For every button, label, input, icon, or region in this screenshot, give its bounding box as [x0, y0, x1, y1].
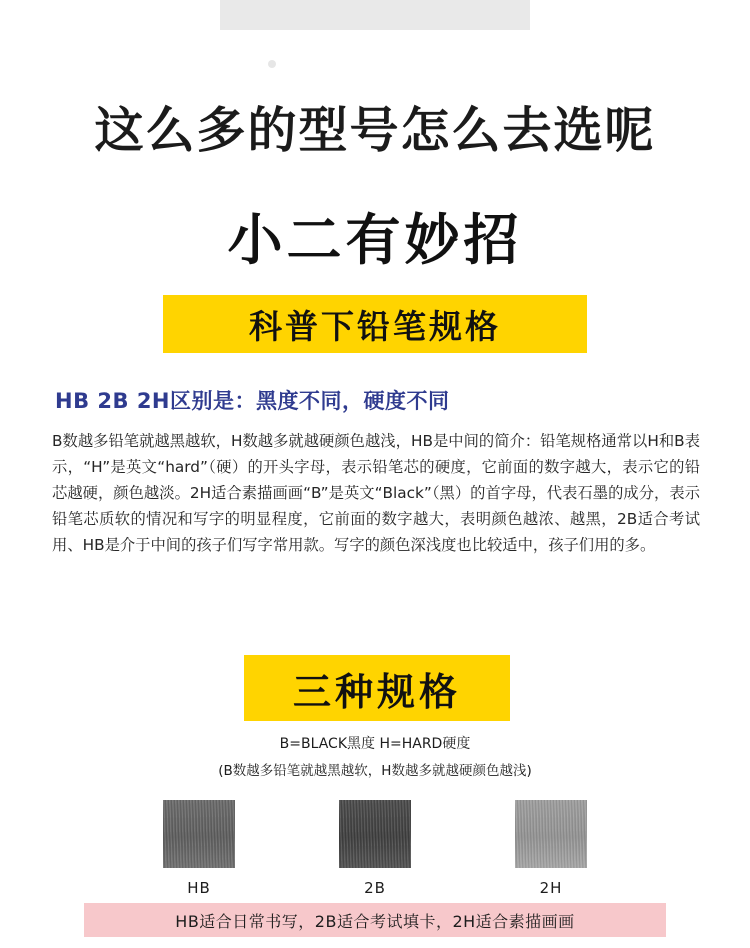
- graphite-swatch-hb: [163, 800, 235, 868]
- banner-three-specs-label: 三种规格: [292, 669, 461, 714]
- swatch-item: [515, 800, 587, 897]
- swatch-label: HB: [187, 879, 211, 897]
- legend-definitions: B=BLACK黑度 H=HARD硬度: [279, 736, 471, 752]
- graphite-swatch-2b: [339, 800, 411, 868]
- top-grey-band: [220, 0, 530, 30]
- banner-pencil-spec: [163, 295, 587, 353]
- swatch-item: [339, 800, 411, 897]
- swatch-label: 2B: [364, 879, 386, 897]
- swatch-item: [163, 800, 235, 897]
- graphite-swatch-2h: [515, 800, 587, 868]
- banner-pencil-spec-label: 科普下铅笔规格: [249, 306, 501, 346]
- footer-recommendation-bar: [84, 903, 666, 937]
- legend-note: (B数越多铅笔就越黑越软，H数越多就越硬颜色越浅): [218, 763, 532, 779]
- page-title: 这么多的型号怎么去选呢: [94, 102, 656, 159]
- body-paragraph: B数越多铅笔就越黑越软，H数越多就越硬颜色越浅，HB是中间的简介：铅笔规格通常以H和B表示，“H”是英文“hard”（硬）的开头字母，表示铅笔芯的硬度，它前面的数字越大，表示它的铅芯越硬，颜色越淡。2H适合素描画画“B”是英文“Black”（黑）的首字母，代表石墨的成分，表示铅笔芯质软的情况和写字的明显程度，它前面的数字越大，表明颜色越浓、越黑，2B适合考试用、HB是介于中间的孩子们写字常用款。写字的颜色深浅度也比较适中，孩子们用的多。: [52, 432, 700, 554]
- banner-three-specs: [244, 655, 510, 721]
- swatch-label: 2H: [539, 879, 563, 897]
- page-subtitle: 小二有妙招: [227, 208, 523, 272]
- section-heading: HB 2B 2H区别是：黑度不同，硬度不同: [55, 389, 450, 413]
- swatch-row: [0, 800, 750, 897]
- decorative-dot: [268, 60, 276, 68]
- footer-recommendation-label: HB适合日常书写，2B适合考试填卡，2H适合素描画画: [175, 911, 575, 931]
